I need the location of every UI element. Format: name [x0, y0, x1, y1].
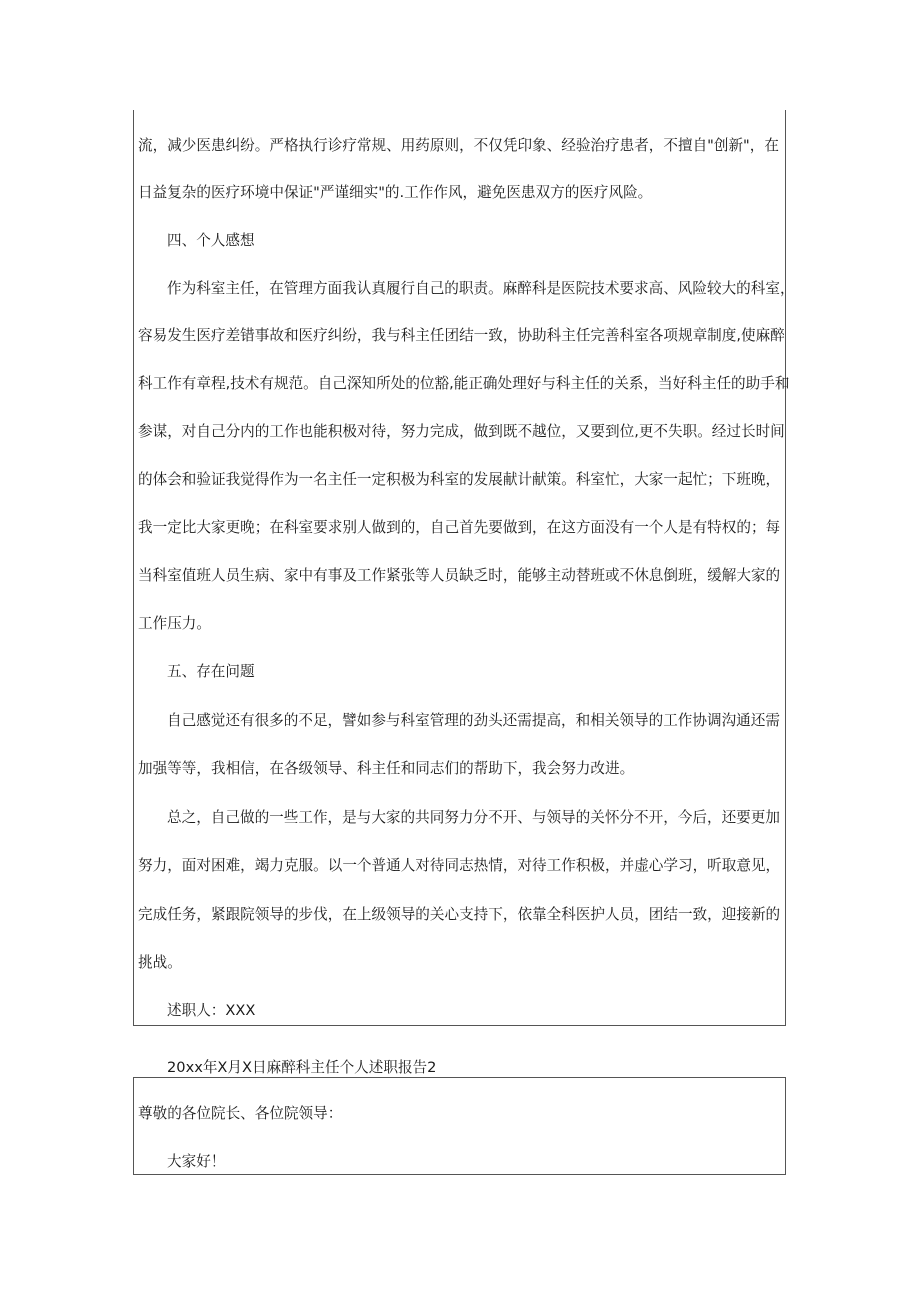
paragraph-line: 自己感觉还有很多的不足，譬如参与科室管理的劲头还需提高，和相关领导的工作协调沟通还需 — [167, 712, 780, 729]
section-heading-personal-feelings: 四、个人感想 — [167, 232, 255, 249]
paragraph-line: 日益复杂的医疗环境中保证"严谨细实"的.工作作风，避免医患双方的医疗风险。 — [138, 184, 653, 201]
paragraph-line: 容易发生医疗差错事故和医疗纠纷，我与科主任团结一致，协助科主任完善科室各项规章制度,使麻醉 — [138, 327, 785, 344]
paragraph-line: 科工作有章程,技术有规范。自己深知所处的位豁,能正确处理好与科主任的关系，当好科主任的助手和 — [138, 375, 790, 392]
salutation: 尊敬的各位院长、各位院领导： — [138, 1105, 343, 1122]
report-2-title: 20xx年X月X日麻醉科主任个人述职报告2 — [167, 1059, 437, 1076]
paragraph-line: 当科室值班人员生病、家中有事及工作紧张等人员缺乏时，能够主动替班或不休息倒班，缓解大家的 — [138, 567, 781, 584]
paragraph-line: 努力，面对困难，竭力克服。以一个普通人对待同志热情，对待工作积极，并虚心学习，听取意见， — [138, 857, 781, 874]
paragraph-line: 的体会和验证我觉得作为一名主任一定积极为科室的发展献计献策。科室忙，大家一起忙；下班晚， — [138, 471, 781, 488]
greeting: 大家好！ — [167, 1153, 226, 1170]
paragraph-line: 完成任务，紧跟院领导的步伐，在上级领导的关心支持下，依靠全科医护人员，团结一致，迎接新的 — [138, 906, 781, 923]
paragraph-line: 我一定比大家更晚；在科室要求别人做到的，自己首先要做到，在这方面没有一个人是有特权的；每 — [138, 519, 781, 536]
report-section-2 — [133, 1077, 786, 1175]
paragraph-line: 流，减少医患纠纷。严格执行诊疗常规、用药原则，不仅凭印象、经验治疗患者，不擅自"创新"，在 — [138, 137, 779, 154]
paragraph-line: 工作压力。 — [138, 615, 211, 632]
report-section-1 — [133, 110, 795, 1026]
reporter-signature-line: 述职人：XXX — [167, 1002, 256, 1019]
paragraph-line: 挑战。 — [138, 954, 182, 971]
paragraph-line: 作为科室主任，在管理方面我认真履行自己的职责。麻醉科是医院技术要求高、风险较大的科室， — [167, 280, 795, 297]
paragraph-line: 总之，自己做的一些工作，是与大家的共同努力分不开、与领导的关怀分不开，今后，还要更加 — [167, 809, 780, 826]
paragraph-line: 加强等等，我相信，在各级领导、科主任和同志们的帮助下，我会努力改进。 — [138, 760, 635, 777]
paragraph-line: 参谋，对自己分内的工作也能积极对待，努力完成，做到既不越位，又要到位,更不失职。经过长时间 — [138, 423, 785, 440]
section-heading-existing-problems: 五、存在问题 — [167, 663, 255, 680]
